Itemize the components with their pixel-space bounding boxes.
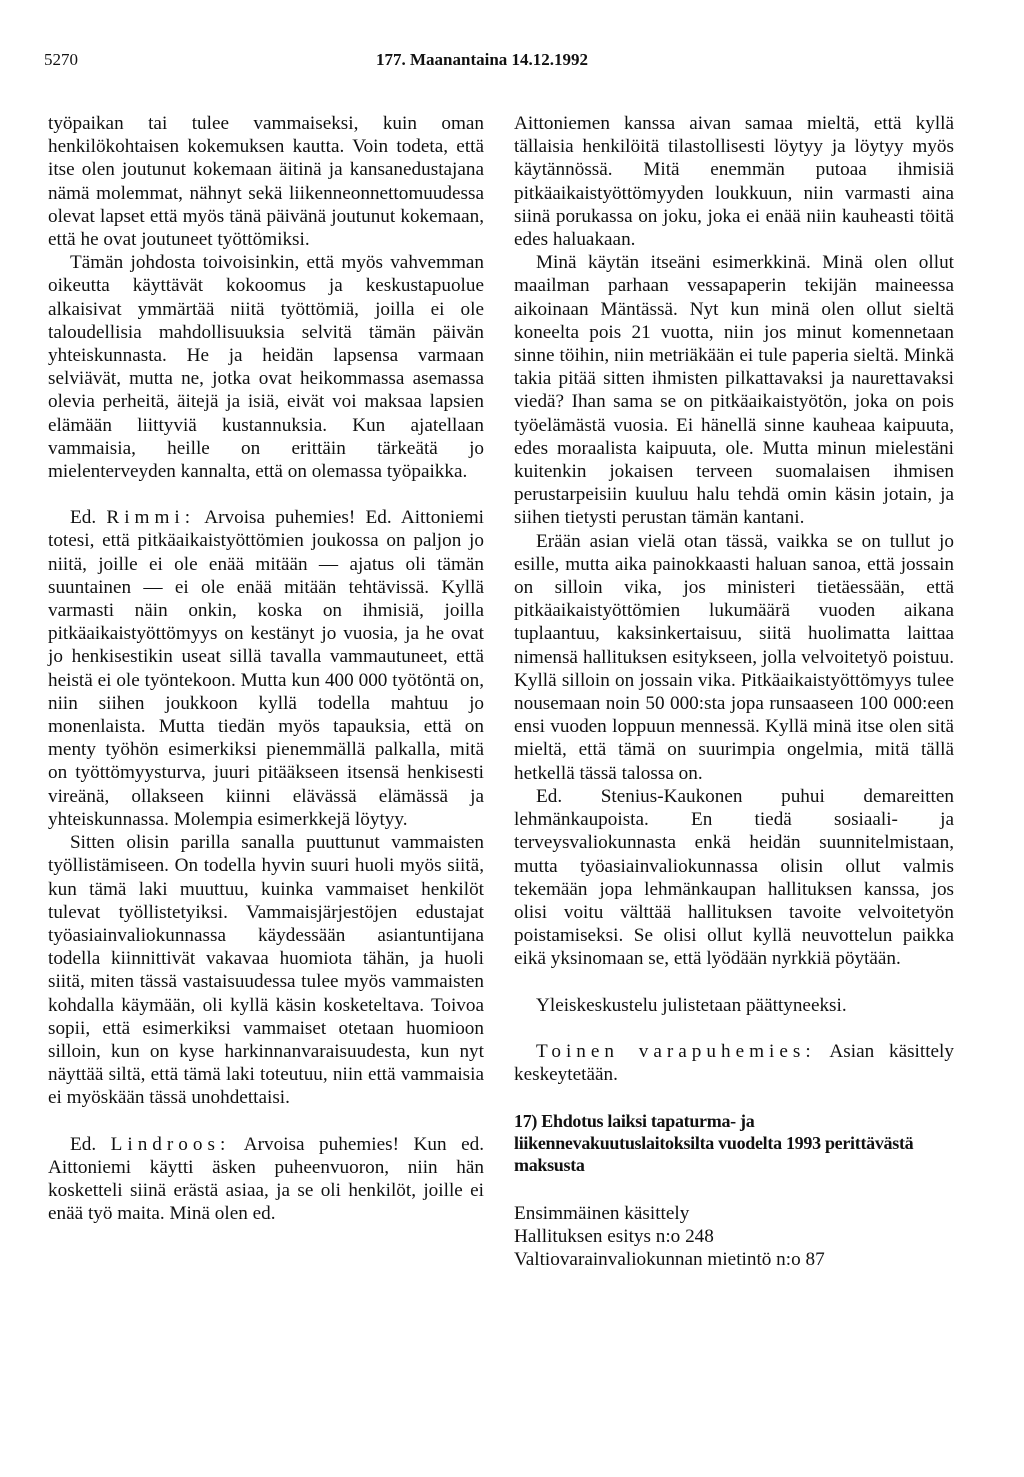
right-column — [514, 112, 954, 1271]
paragraph: Tämän johdosta toivoisinkin, että myös vahvemman oikeutta käyttävät kokoomus ja keskustapuolue alkaisivat ymmärtää niitä työttömiä, joilla ei ole taloudellisia mahdollisuuksia selvitä tämän päivän yhteiskunnasta. He ja heidän lapsensa varmaan selviävät, mutta ne, jotka ovat heikommassa asemassa olevia perheitä, äitejä ja isiä, eivät voi maksaa lapsien elämään liittyviä kustannuksia. Kun ajatellaan vammaisia, heille on erittäin tärkeätä jo mielenterveyden kannalta, että on olemassa työpaikka. — [48, 252, 484, 483]
bill-reference: Hallituksen esitys n:o 248 — [514, 1226, 714, 1248]
closing-statement: Yleiskeskustelu julistetaan päättyneeksi. — [536, 994, 847, 1016]
paragraph: Aittoniemen kanssa aivan samaa mieltä, että kyllä tällaisia henkilöitä tilastollisesti löytyy ja löytyy myös käytännössä. Mitä enemmän putoaa ihmisiä pitkäaikaistyöttömyyden loukkuun, niin varmasti aina siinä porukassa on joku, joka ei enää niin kauheasti töitä edes haluakaan. — [514, 113, 954, 251]
paragraph: Minä käytän itseäni esimerkkinä. Minä olen ollut maailman parhaan vessapaperin tekijän maineessa aikoinaan Mäntässä. Nyt kun minä olen ollut sieltä koneelta pois 21 vuotta, niin jos minut komennetaan sinne töihin, niin metriäkään ei tule paperia sieltä. Minkä takia pitää sitten ihmisten pilkattavaksi ja naurettavaksi viedä? Ihan sama se on pitkäaikaistyötön, joka on pois työelämästä vuosia. Ei hänellä sinne kauheaa kaipuuta, edes moraalista kaipuuta, ole. Mutta minun mielestäni kuitenkin jokaisen terveen suomalaisen ihmisen perustarpeisiin kuuluu halu tehdä omin käsin jotain, ja siihen tietysti perustan tämän kantani. — [514, 252, 954, 529]
speech-text: Asian käsittely keskeytetään. — [514, 1040, 954, 1085]
paragraph: Ed. Stenius-Kaukonen puhui demareitten lehmänkaupoista. En tiedä sosiaali- ja terveysvaliokunnasta enkä heidän suunnitelmistaan, mutta työasiainvaliokunnassa olisin ollut valmis tekemään jopa lehmänkaupan hallituksen kanssa, jos olisi voitu välttää hallituksen tavoite velvoitetyön poistamiseksi. Se olisi ollut kyllä neuvottelun paikka eikä yksinomaan se, että lyödään nyrkkiä pöytään. — [514, 785, 954, 970]
committee-report: Valtiovarainvaliokunnan mietintö n:o 87 — [514, 1249, 825, 1271]
speech-rimmi — [48, 506, 484, 831]
speech-lindroos — [48, 1133, 484, 1226]
speech-text: Arvoisa puhemies! Ed. Aittoniemi totesi, että pitkäaikaistyöttömien joukossa on paljon jo niitä, joille ei ole enää mitään — ajatus oli tämän suuntainen — ei ole enää mitään tehtävissä. Kyllä varmasti näin onkin, koska on ihmisiä, joilla pitkäaikaistyöttömyys on kestänyt jo vuosia, ja he ovat jo henkisestikin useat sillä tavalla vammautuneet, että heistä ei ole työntekoon. Mutta kun 400 000 työtöntä on, niin siihen joukkoon kyllä todella mahtuu jo monenlaista. Mutta tiedän myös tapauksia, että on menty työhön esimerkiksi pienemmällä palkalla, mitä on työttömyysturva, juuri pitääkseen itsensä henkisesti vireänä, ollakseen kiinni elävässä elämässä ja yhteiskunnassa. Molempia esimerkkejä löytyy. — [48, 507, 484, 830]
page-number: 5270 — [44, 50, 78, 69]
processing-stage: Ensimmäinen käsittely — [514, 1203, 690, 1225]
paragraph: Erään asian vielä otan tässä, vaikka se on tullut jo esille, mutta aika painokkaasti haluan sanoa, että jossain on silloin vika, jos ministeri tietäessään, että pitkäaikaistyöttömien lukumäärä vuoden aikana tuplaantuu, kaksinkertaisuu, siitä huolimatta laittaa nimensä hallituksen esitykseen, jolla velvoitetyö poistuu. Kyllä silloin on jossain vika. Pitkäaikaistyöttömyys tulee nousemaan noin 50 000:sta jopa runsaaseen 100 000:een ensi vuoden loppuun mennessä. Kyllä minä itse olen sitä mieltä, että tämä on suurimpia ongelmia, mitä tällä hetkellä tässä talossa on. — [514, 530, 954, 784]
speech-text: Arvoisa puhemies! Kun ed. Aittoniemi käytti äsken puheenvuoron, niin hän kosketteli siinä erästä asiaa, ja se oli henkilöt, joille ei enää työ maita. Minä olen ed. — [48, 1133, 484, 1225]
speaker-name: Lindroos: — [110, 1133, 231, 1155]
agenda-item-title: 17) Ehdotus laiksi tapaturma- ja liikennevakuutuslaitoksilta vuodelta 1993 perittävästä maksusta — [514, 1111, 914, 1176]
agenda-item-details — [514, 1202, 954, 1271]
paragraph: työpaikan tai tulee vammaiseksi, kuin oman henkilökohtaisen kokemuksen kautta. Voin todeta, että itse olen joutunut kokemaan äitinä ja kansanedustajana nämä molemmat, nähnyt sekä liikenneonnettomuudessa olevat lapset että myös tänä päivänä joutunut kokemaan, että he ovat joutuneet työttömiksi. — [48, 113, 484, 251]
speaker-name: Toinen varapuhemies: — [536, 1040, 816, 1062]
speaker-prefix: Ed. — [70, 507, 97, 529]
speaker-prefix: Ed. — [70, 1133, 97, 1155]
session-title: 177. Maanantaina 14.12.1992 — [376, 50, 589, 69]
speaker-name: Rimmi: — [106, 507, 196, 529]
left-column — [48, 112, 484, 1225]
chair-statement — [514, 1040, 954, 1086]
paragraph: Sitten olisin parilla sanalla puuttunut vammaisten työllistämiseen. On todella hyvin suuri huoli myös siitä, kun tämä laki muuttuu, kuinka vammaiset henkilöt tulevat työllistetyiksi. Vammaisjärjestöjen edustajat työasiainvaliokunnassa käydessään asiantuntijana todella kiinnittivät vakavaa huomiota tähän, ja huoli siitä, miten tässä vastaisuudessa tulee myös vammaisten kohdalla käymään, oli kyllä käsin kosketeltava. Toivoa sopii, että esimerkiksi vammaiset otetaan huomioon silloin, kun on kyse harkinnanvaraisuudesta, kun nyt näyttää siltä, että tämä laki toteutuu, niin että vammaisia ei myöskään tässä unohdettaisi. — [48, 832, 484, 1109]
page-header — [44, 50, 974, 76]
